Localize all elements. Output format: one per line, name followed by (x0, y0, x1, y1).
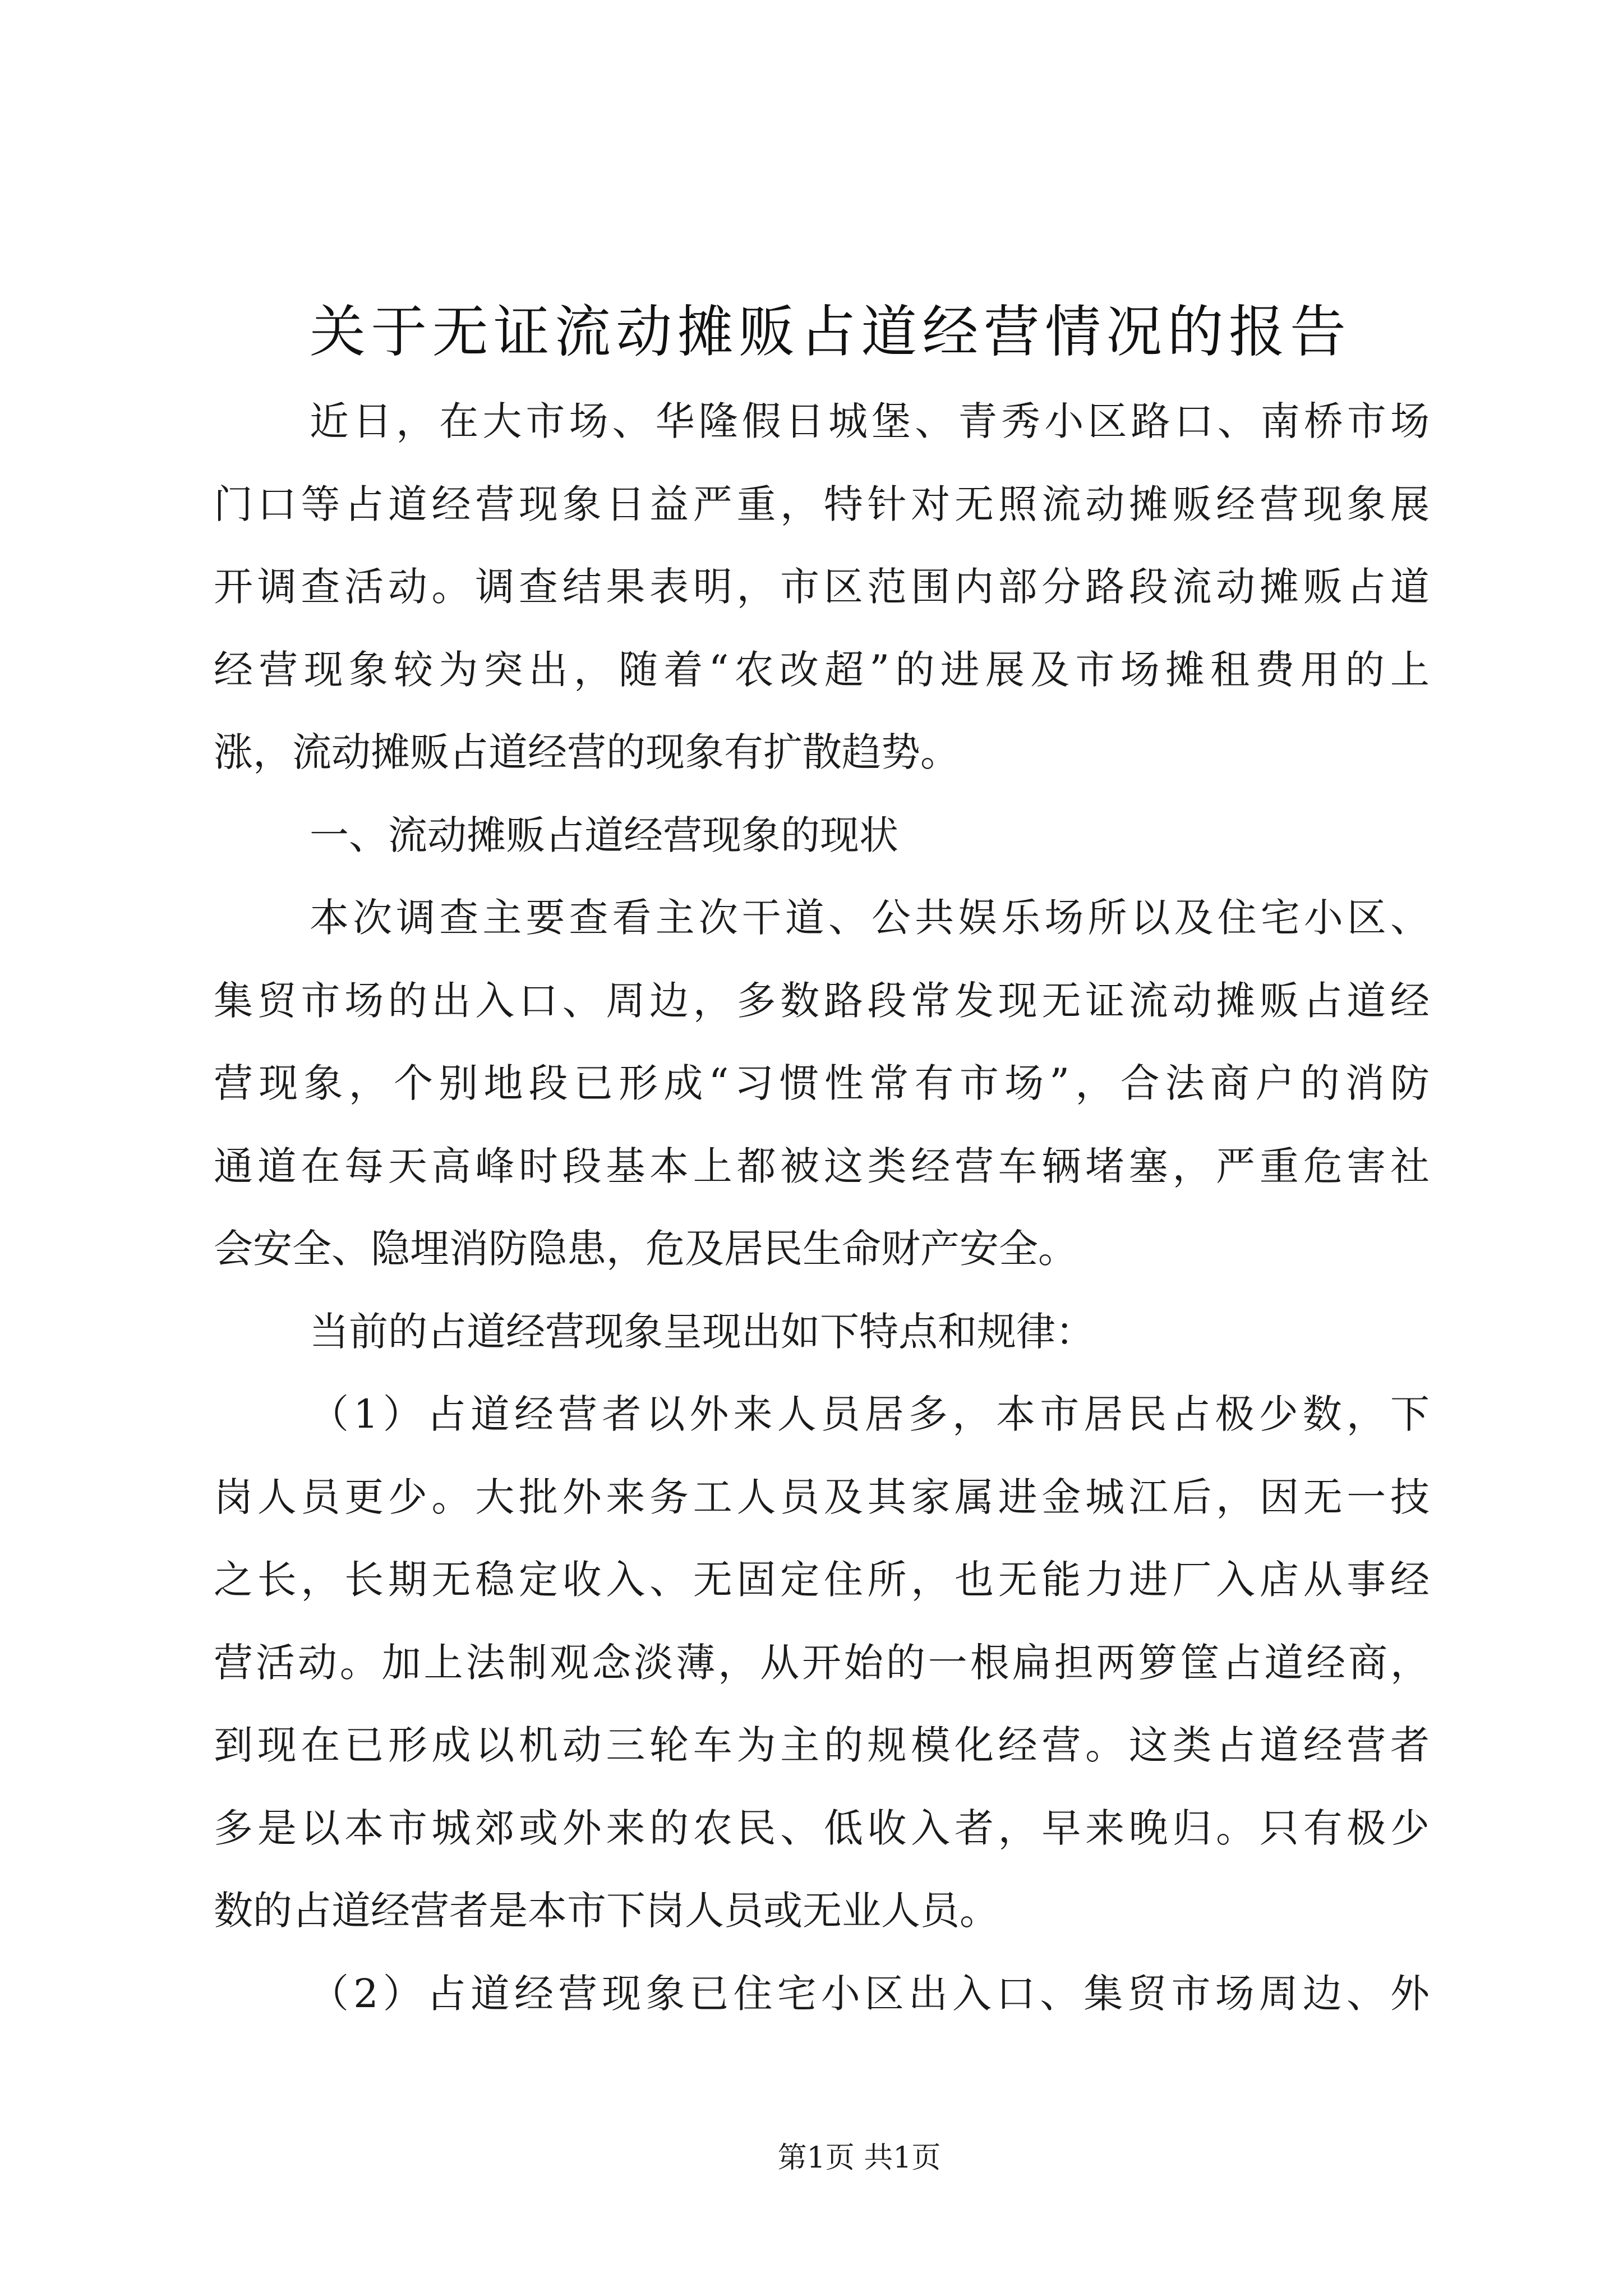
paragraph-line: 营活动。加上法制观念淡薄，从开始的一根扁担两箩筐占道经商， (214, 1639, 1430, 1686)
paragraph-line: 当前的占道经营现象呈现出如下特点和规律： (310, 1308, 1095, 1355)
document-body (214, 380, 1430, 2035)
paragraph-line: 本次调查主要查看主次干道、公共娱乐场所以及住宅小区、 (310, 895, 1430, 941)
paragraph-line: 到现在已形成以机动三轮车为主的规模化经营。这类占道经营者 (214, 1722, 1430, 1768)
paragraph-line: 集贸市场的出入口、周边，多数路段常发现无证流动摊贩占道经 (214, 977, 1430, 1024)
paragraph-line: 多是以本市城郊或外来的农民、低收入者，早来晚归。只有极少 (214, 1805, 1430, 1851)
paragraph-line: 开调查活动。调查结果表明，市区范围内部分路段流动摊贩占道 (214, 564, 1430, 610)
paragraph-line: 会安全、隐埋消防隐患，危及居民生命财产安全。 (214, 1226, 1077, 1272)
paragraph-intro (214, 380, 1430, 794)
document-title: 关于无证流动摊贩占道经营情况的报告 (310, 299, 1346, 365)
paragraph-line: 数的占道经营者是本市下岗人员或无业人员。 (214, 1888, 999, 1934)
paragraph-line: 近日，在大市场、华隆假日城堡、青秀小区路口、南桥市场 (310, 398, 1430, 444)
paragraph-line: （2）占道经营现象已住宅小区出入口、集贸市场周边、外 (310, 1970, 1430, 2017)
paragraph-line: 经营现象较为突出，随着“农改超”的进展及市场摊租费用的上 (214, 646, 1430, 693)
section-heading-text: 一、流动摊贩占道经营现象的现状 (310, 812, 898, 858)
paragraph-characteristics-intro (214, 1291, 1430, 1374)
paragraph-line: 门口等占道经营现象日益严重，特针对无照流动摊贩经营现象展 (214, 481, 1430, 527)
page-footer: 第1页 共1页 (777, 2141, 941, 2175)
paragraph-survey (214, 877, 1430, 1291)
paragraph-line: 营现象，个别地段已形成“习惯性常有市场”，合法商户的消防 (214, 1060, 1430, 1106)
paragraph-point-2 (214, 1953, 1430, 2036)
paragraph-point-1 (214, 1373, 1430, 1953)
paragraph-line: 涨，流动摊贩占道经营的现象有扩散趋势。 (214, 729, 960, 775)
paragraph-line: （1）占道经营者以外来人员居多，本市居民占极少数，下 (310, 1391, 1430, 1437)
paragraph-line: 通道在每天高峰时段基本上都被这类经营车辆堵塞，严重危害社 (214, 1143, 1430, 1189)
paragraph-line: 岗人员更少。大批外来务工人员及其家属进金城江后，因无一技 (214, 1474, 1430, 1520)
paragraph-line: 之长，长期无稳定收入、无固定住所，也无能力进厂入店从事经 (214, 1557, 1430, 1603)
section-heading (214, 794, 1430, 877)
